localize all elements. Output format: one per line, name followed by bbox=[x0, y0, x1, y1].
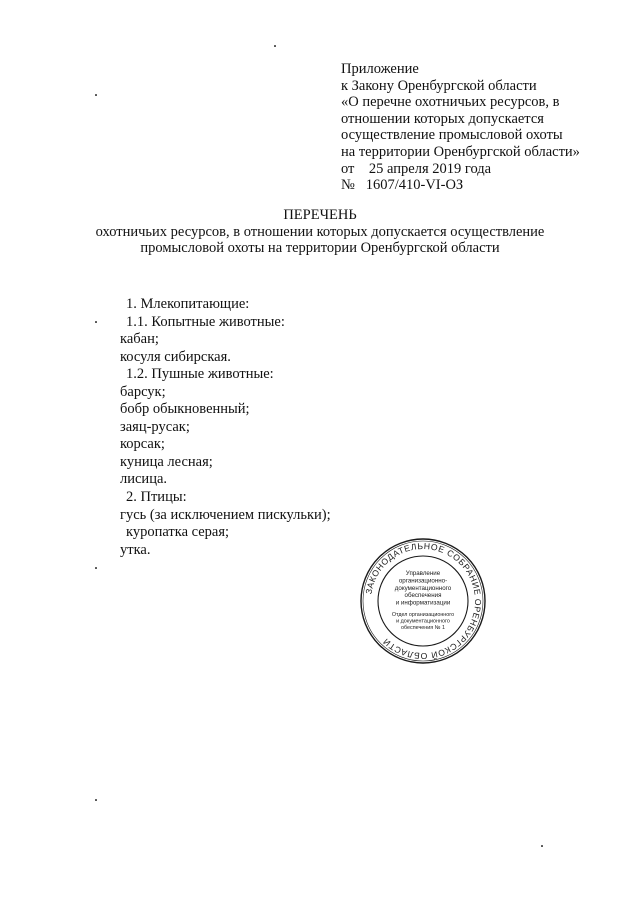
speck bbox=[274, 45, 276, 47]
stamp-dept-line: обеспечения № 1 bbox=[401, 624, 445, 631]
list-item: 1.2. Пушные животные: bbox=[126, 366, 274, 383]
stamp-seal-graphic bbox=[359, 537, 487, 665]
speck bbox=[95, 799, 97, 801]
list-item: заяц-русак; bbox=[120, 418, 190, 435]
appendix-line: отношении которых допускается bbox=[341, 110, 544, 127]
list-item: куропатка серая; bbox=[126, 524, 230, 541]
appendix-line: осуществление промысловой охоты bbox=[341, 127, 563, 144]
stamp-center-line: Управление bbox=[405, 570, 441, 577]
list-item: 2. Птицы: bbox=[126, 489, 187, 506]
appendix-number: № 1607/410-VI-ОЗ bbox=[341, 177, 464, 194]
list-item: корсак; bbox=[120, 436, 165, 453]
title-line-1: охотничьих ресурсов, в отношении которых допускается осуществление bbox=[95, 223, 545, 240]
appendix-line: к Закону Оренбургской области bbox=[341, 77, 537, 94]
list-item: лисица. bbox=[120, 471, 168, 488]
title-line-2: промысловой охоты на территории Оренбургской области bbox=[140, 240, 500, 257]
appendix-line: «О перечне охотничьих ресурсов, в bbox=[341, 94, 560, 111]
appendix-date: от 25 апреля 2019 года bbox=[341, 160, 492, 177]
speck bbox=[541, 845, 543, 847]
list-item: утка. bbox=[120, 541, 151, 558]
appendix-header bbox=[341, 61, 611, 194]
appendix-line: Приложение bbox=[341, 61, 419, 77]
speck bbox=[95, 567, 97, 569]
stamp-center-line: организационно- bbox=[398, 577, 448, 585]
stamp-center-line: документационного bbox=[394, 584, 452, 592]
stamp-center-line: обеспечения bbox=[404, 592, 442, 600]
resource-list bbox=[120, 296, 331, 559]
list-item: бобр обыкновенный; bbox=[120, 401, 250, 418]
list-item: гусь (за исключением пискульки); bbox=[120, 506, 331, 523]
stamp-center-line: и информатизации bbox=[395, 599, 451, 607]
list-item: куница лесная; bbox=[120, 453, 213, 470]
list-item: косуля сибирская. bbox=[120, 348, 231, 365]
list-item: 1.1. Копытные животные: bbox=[126, 313, 285, 330]
list-item: 1. Млекопитающие: bbox=[126, 296, 250, 312]
appendix-line: на территории Оренбургской области» bbox=[341, 143, 580, 160]
svg-text:ЗАКОНОДАТЕЛЬНОЕ СОБРАНИЕ ОРЕНБ: ЗАКОНОДАТЕЛЬНОЕ СОБРАНИЕ ОРЕНБУРГСКОЙ ОБЛАСТИ bbox=[363, 540, 484, 662]
speck bbox=[95, 94, 97, 96]
official-stamp bbox=[359, 537, 487, 665]
document-title bbox=[0, 207, 640, 257]
list-item: барсук; bbox=[120, 383, 166, 400]
title-heading: ПЕРЕЧЕНЬ bbox=[283, 207, 357, 223]
speck bbox=[95, 321, 97, 323]
list-item: кабан; bbox=[120, 331, 159, 348]
stamp-dept-line: Отдел организационного bbox=[391, 612, 455, 618]
stamp-dept-line: и документационного bbox=[396, 618, 450, 625]
